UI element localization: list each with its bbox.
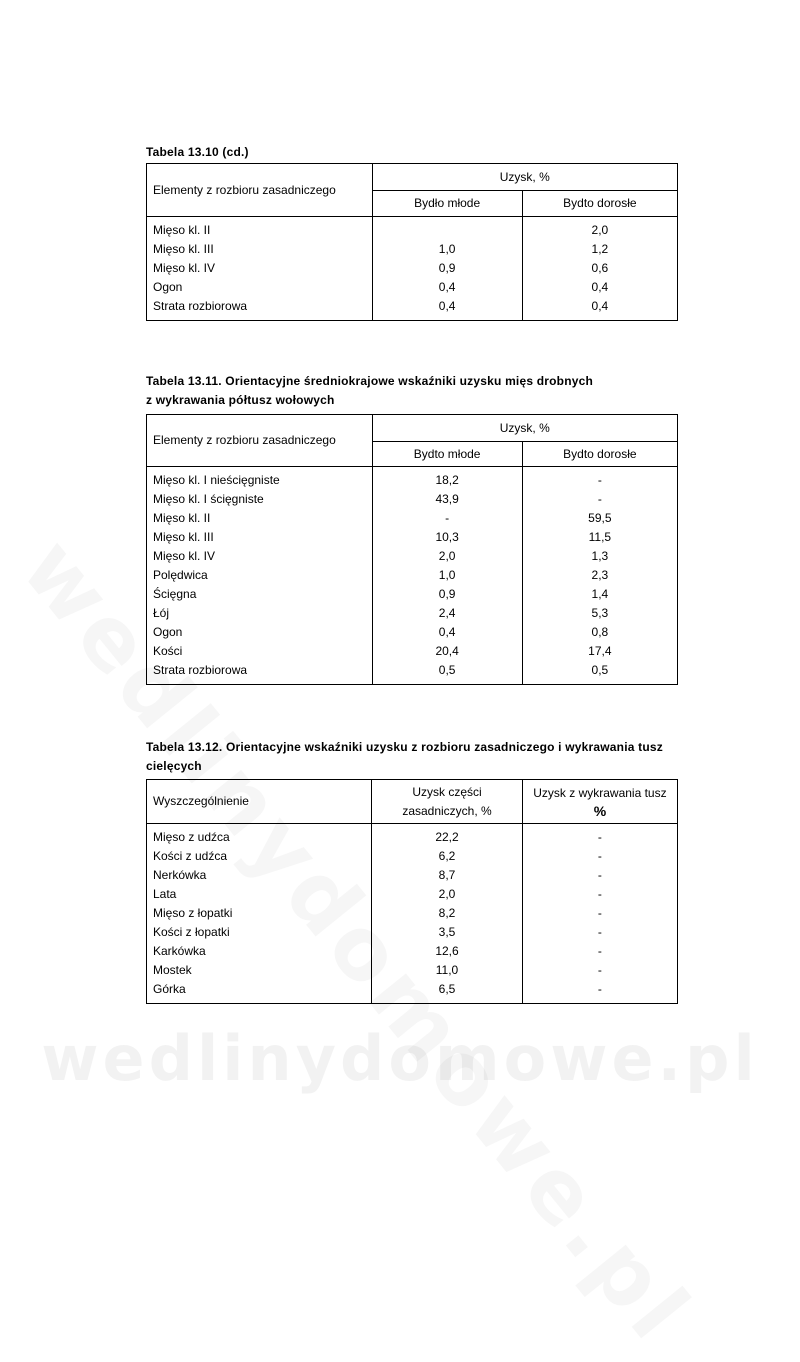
table-row (147, 585, 678, 604)
table-row (147, 866, 678, 885)
value-cell: 0,4 (372, 623, 522, 642)
row-label: Lata (147, 885, 372, 904)
table-2-body (147, 467, 678, 685)
table-row (147, 923, 678, 942)
value-cell: 2,0 (372, 885, 523, 904)
value-cell: 0,5 (372, 661, 522, 685)
table-row (147, 490, 678, 509)
column-header-adult-cattle: Bydto dorosłe (522, 442, 677, 467)
table-row (147, 980, 678, 1004)
value-cell: 1,3 (522, 547, 677, 566)
table-row (147, 942, 678, 961)
row-label: Mięso z łopatki (147, 904, 372, 923)
table-row (147, 240, 678, 259)
row-label: Polędwica (147, 566, 373, 585)
row-label: Strata rozbiorowa (147, 661, 373, 685)
value-cell: 2,0 (522, 217, 677, 241)
value-cell: 11,5 (522, 528, 677, 547)
row-label: Mięso kl. III (147, 528, 373, 547)
value-cell: 20,4 (372, 642, 522, 661)
table-row (147, 528, 678, 547)
table-3-body (147, 824, 678, 1004)
value-cell: 43,9 (372, 490, 522, 509)
value-cell: 6,2 (372, 847, 523, 866)
table-row (147, 217, 678, 241)
table-row (147, 566, 678, 585)
value-cell: 0,8 (522, 623, 677, 642)
value-cell: 11,0 (372, 961, 523, 980)
value-cell: 1,0 (372, 240, 522, 259)
column-header-specification: Wyszczególnienie (147, 780, 372, 824)
group-header-yield: Uzysk, % (372, 164, 677, 191)
value-cell: 0,6 (522, 259, 677, 278)
value-cell: - (522, 942, 677, 961)
value-cell: - (522, 923, 677, 942)
value-cell: 22,2 (372, 824, 523, 848)
table-row (147, 847, 678, 866)
table-row (147, 824, 678, 848)
value-cell: 0,4 (522, 278, 677, 297)
row-label: Mięso z udźca (147, 824, 372, 848)
table-row (147, 961, 678, 980)
value-cell: - (522, 885, 677, 904)
value-cell: 0,5 (522, 661, 677, 685)
row-label: Mięso kl. IV (147, 259, 373, 278)
value-cell: 0,9 (372, 259, 522, 278)
table-row (147, 278, 678, 297)
value-cell: - (522, 866, 677, 885)
row-label: Strata rozbiorowa (147, 297, 373, 321)
value-cell: 6,5 (372, 980, 523, 1004)
row-label: Mięso kl. III (147, 240, 373, 259)
value-cell: 2,0 (372, 547, 522, 566)
row-label: Mięso kl. IV (147, 547, 373, 566)
table-3-caption: Tabela 13.12. Orientacyjne wskaźniki uzysku z rozbioru zasadniczego i wykrawania tusz cielęcych (146, 740, 663, 773)
value-cell: - (522, 824, 677, 848)
group-header-yield: Uzysk, % (372, 415, 677, 442)
table-row (147, 547, 678, 566)
value-cell: 0,4 (522, 297, 677, 321)
row-label: Ogon (147, 278, 373, 297)
value-cell: 0,9 (372, 585, 522, 604)
table-row (147, 604, 678, 623)
row-label: Mięso kl. II (147, 509, 373, 528)
value-cell: - (522, 961, 677, 980)
table-1-body (147, 217, 678, 321)
table-row (147, 623, 678, 642)
row-label: Karkówka (147, 942, 372, 961)
value-cell: - (522, 847, 677, 866)
table-row (147, 259, 678, 278)
row-label: Nerkówka (147, 866, 372, 885)
row-label: Ścięgna (147, 585, 373, 604)
table-row (147, 467, 678, 491)
value-cell: 17,4 (522, 642, 677, 661)
column-header-young-cattle: Bydto młode (372, 442, 522, 467)
table-1 (146, 163, 678, 321)
table-row (147, 509, 678, 528)
value-cell: 1,2 (522, 240, 677, 259)
column-header-carcass-cutting-yield: Uzysk z wykrawania tusz % (522, 780, 677, 824)
value-cell: 2,3 (522, 566, 677, 585)
value-cell: 3,5 (372, 923, 523, 942)
column-header-elements: Elementy z rozbioru zasadniczego (147, 415, 373, 467)
table-row (147, 661, 678, 685)
value-cell: 12,6 (372, 942, 523, 961)
value-cell: 5,3 (522, 604, 677, 623)
table-1-header (147, 164, 678, 217)
value-cell: 1,0 (372, 566, 522, 585)
table-2-header (147, 415, 678, 467)
table-row (147, 297, 678, 321)
row-label: Mięso kl. I ścięgniste (147, 490, 373, 509)
table-2 (146, 414, 678, 685)
value-cell: 0,4 (372, 278, 522, 297)
column-header-elements: Elementy z rozbioru zasadniczego (147, 164, 373, 217)
row-label: Górka (147, 980, 372, 1004)
table-3-header (147, 780, 678, 824)
value-cell: - (372, 509, 522, 528)
row-label: Kości (147, 642, 373, 661)
row-label: Mięso kl. I nieścięgniste (147, 467, 373, 491)
row-label: Kości z łopatki (147, 923, 372, 942)
row-label: Łój (147, 604, 373, 623)
column-header-young-cattle: Bydło młode (372, 191, 522, 217)
table-row (147, 885, 678, 904)
table-3 (146, 779, 678, 1004)
table-1-caption: Tabela 13.10 (cd.) (146, 145, 249, 159)
value-cell: 8,7 (372, 866, 523, 885)
row-label: Mostek (147, 961, 372, 980)
value-cell: - (522, 904, 677, 923)
table-row (147, 642, 678, 661)
table-row (147, 904, 678, 923)
column-header-adult-cattle: Bydto dorosłe (522, 191, 677, 217)
column-header-basic-parts-yield: Uzysk części zasadniczych, % (372, 780, 523, 824)
value-cell: - (522, 490, 677, 509)
value-cell: 18,2 (372, 467, 522, 491)
value-cell: 0,4 (372, 297, 522, 321)
row-label: Ogon (147, 623, 373, 642)
watermark-bottom: wedlinydomowe.pl (41, 1022, 759, 1095)
value-cell: 8,2 (372, 904, 523, 923)
value-cell (372, 217, 522, 241)
table-2-caption: Tabela 13.11. Orientacyjne średniokrajowe wskaźniki uzysku mięs drobnych z wykrawania półtusz wołowych (146, 374, 594, 407)
value-cell: - (522, 980, 677, 1004)
value-cell: 59,5 (522, 509, 677, 528)
row-label: Kości z udźca (147, 847, 372, 866)
row-label: Mięso kl. II (147, 217, 373, 241)
value-cell: 1,4 (522, 585, 677, 604)
value-cell: - (522, 467, 677, 491)
value-cell: 2,4 (372, 604, 522, 623)
value-cell: 10,3 (372, 528, 522, 547)
